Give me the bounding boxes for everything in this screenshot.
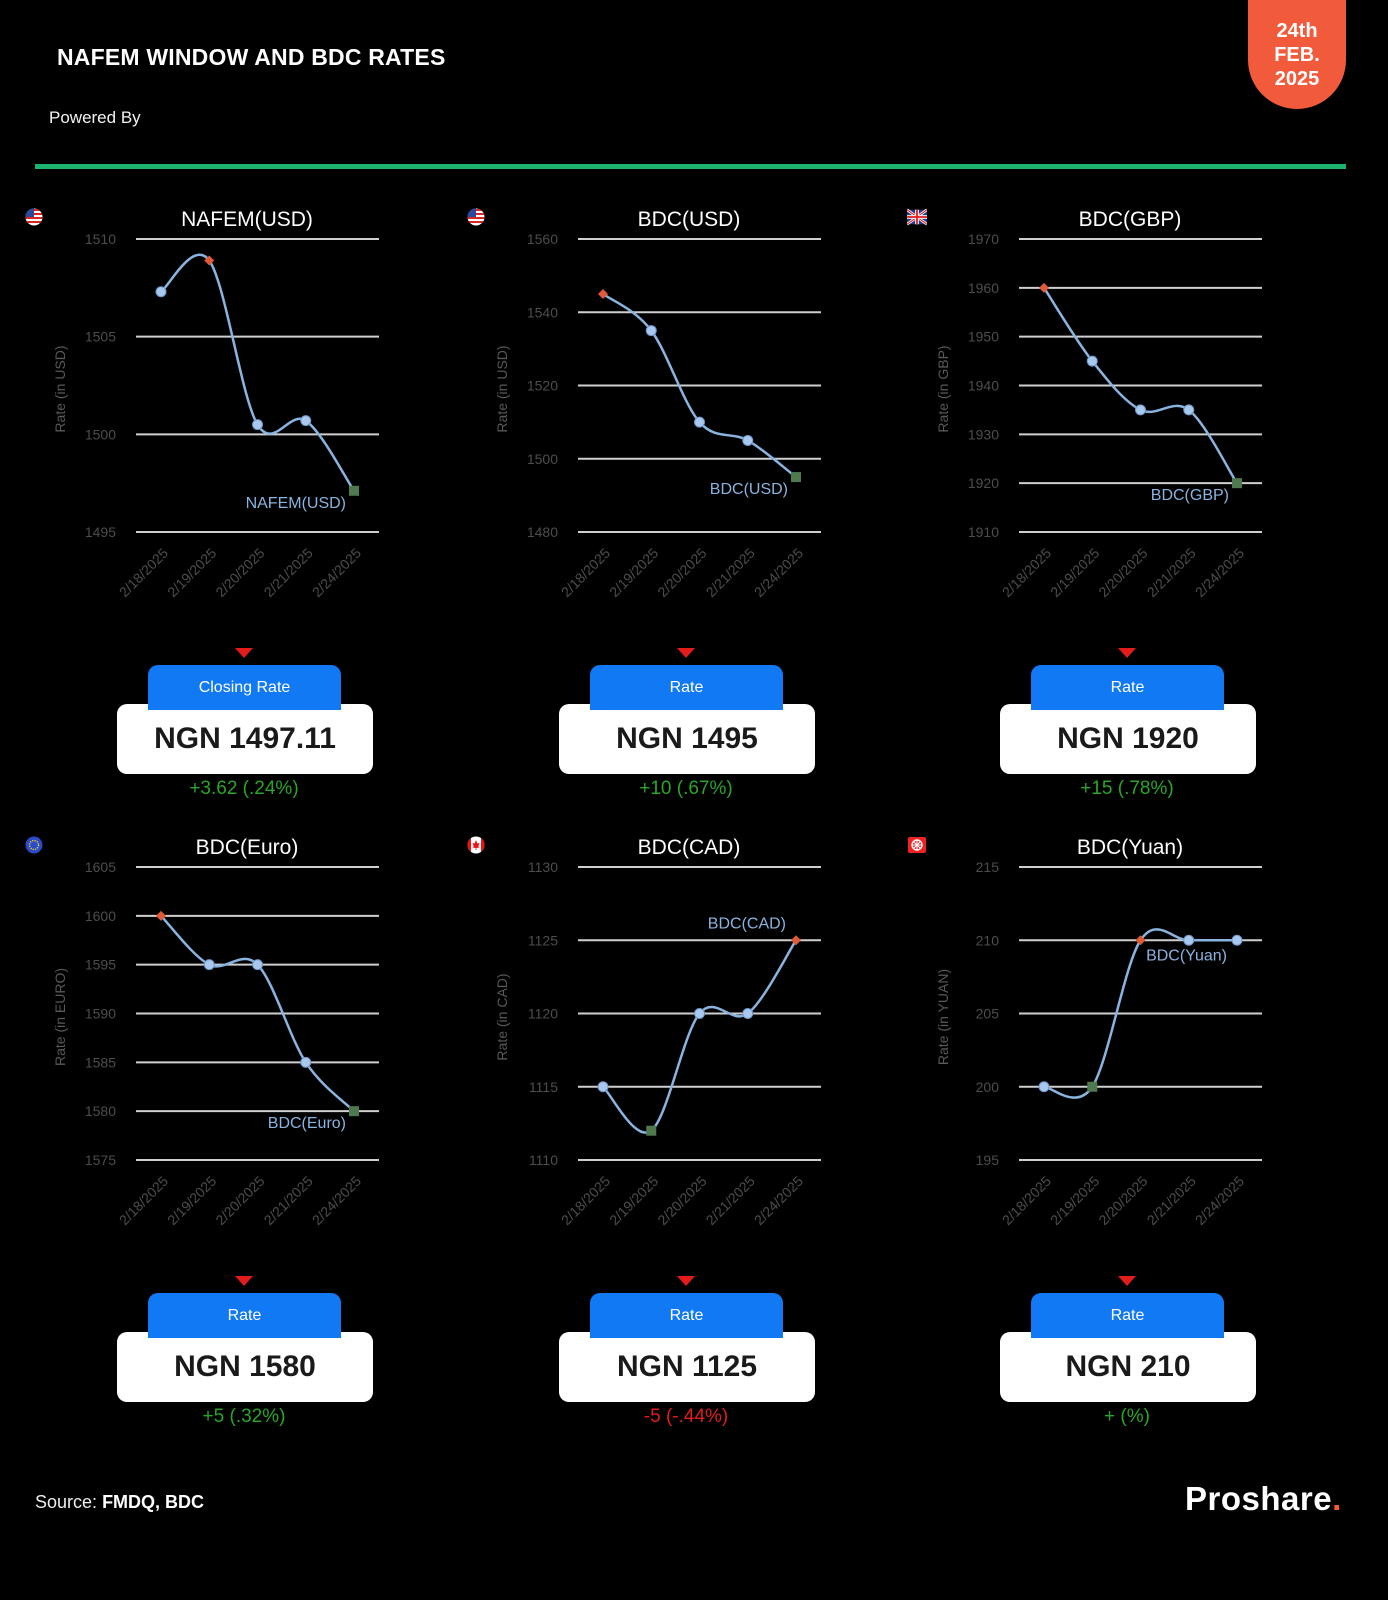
data-point [1232, 935, 1242, 945]
data-point [1184, 935, 1194, 945]
y-tick-label: 1590 [84, 1005, 116, 1022]
rate-label: Rate [590, 665, 783, 710]
data-point [1136, 405, 1146, 415]
chart-title-text: BDC(USD) [637, 208, 741, 231]
y-tick-label: 1115 [528, 1078, 558, 1095]
data-point [1184, 405, 1194, 415]
y-tick-label: 1950 [967, 328, 999, 345]
x-tick-label: 2/21/2025 [1143, 544, 1199, 601]
brand-logo [1185, 1480, 1342, 1518]
min-point [349, 1106, 359, 1116]
y-tick-label: 1585 [84, 1054, 116, 1071]
x-tick-label: 2/19/2025 [1047, 544, 1103, 601]
rate-label: Rate [148, 1293, 341, 1338]
chart-title-text: BDC(Euro) [195, 836, 299, 859]
x-tick-label: 2/21/2025 [702, 1172, 758, 1229]
data-point [301, 416, 311, 426]
rate-value: NGN 1125 [559, 1332, 815, 1402]
rate-value: NGN 1580 [117, 1332, 373, 1402]
source-value: FMDQ, BDC [102, 1492, 205, 1512]
x-tick-label: 2/20/2025 [212, 1172, 268, 1229]
x-tick-label: 2/24/2025 [750, 1172, 807, 1229]
x-tick-label: 2/24/2025 [308, 544, 365, 601]
header-divider [35, 164, 1346, 169]
rate-label: Rate [590, 1293, 783, 1338]
data-point [204, 960, 214, 970]
series-label: BDC(Yuan) [1146, 947, 1227, 965]
x-tick-label: 2/21/2025 [260, 1172, 316, 1229]
data-point [253, 960, 263, 970]
x-tick-label: 2/20/2025 [212, 544, 268, 601]
y-tick-label: 1960 [967, 279, 999, 296]
y-tick-label: 1500 [526, 450, 558, 467]
y-axis-label: Rate (in USD) [52, 345, 68, 433]
min-point [1232, 478, 1242, 488]
rate-change: + (%) [1104, 1406, 1150, 1427]
chart-title-text: BDC(GBP) [1078, 208, 1182, 231]
brand-dot: . [1332, 1480, 1342, 1517]
chart-title-text: BDC(Yuan) [1076, 836, 1184, 859]
min-point [646, 1126, 656, 1136]
x-tick-label: 2/24/2025 [1191, 1172, 1248, 1229]
caret-down-icon [677, 1276, 695, 1286]
rate-label: Rate [1031, 665, 1224, 710]
x-tick-label: 2/20/2025 [1095, 544, 1151, 601]
rate-panel-bdc-euro [24, 812, 464, 1437]
min-point [349, 486, 359, 496]
y-tick-label: 1595 [84, 956, 116, 973]
data-point [253, 420, 263, 430]
x-tick-label: 2/18/2025 [557, 544, 614, 601]
y-tick-label: 1560 [526, 231, 558, 247]
series-label: BDC(USD) [709, 481, 788, 499]
x-tick-label: 2/19/2025 [606, 1172, 662, 1229]
y-tick-label: 215 [975, 859, 999, 875]
series-label: BDC(Euro) [267, 1115, 346, 1133]
caret-down-icon [235, 1276, 253, 1286]
data-point [1039, 1082, 1049, 1092]
y-tick-label: 1580 [84, 1103, 116, 1120]
y-tick-label: 1110 [528, 1152, 558, 1168]
y-tick-label: 1540 [526, 304, 558, 321]
rate-change: -5 (-.44%) [643, 1406, 729, 1427]
rate-panel-bdc-cad [466, 812, 906, 1437]
brand-name: Proshare [1185, 1480, 1333, 1517]
x-tick-label: 2/21/2025 [260, 544, 316, 601]
source-note [35, 1492, 204, 1513]
x-tick-label: 2/21/2025 [1143, 1172, 1199, 1229]
rate-value: NGN 1497.11 [117, 704, 373, 774]
line-chart [24, 184, 464, 624]
data-point [1087, 356, 1097, 366]
x-tick-label: 2/20/2025 [1095, 1172, 1151, 1229]
x-tick-label: 2/24/2025 [1191, 544, 1248, 601]
data-point [646, 326, 656, 336]
y-tick-label: 205 [975, 1005, 999, 1022]
rate-value: NGN 1920 [1000, 704, 1256, 774]
y-tick-label: 1600 [84, 907, 116, 924]
y-tick-label: 195 [975, 1152, 999, 1168]
series-label: NAFEM(USD) [245, 494, 346, 512]
x-tick-label: 2/18/2025 [998, 544, 1055, 601]
data-point [301, 1057, 311, 1067]
caret-down-icon [677, 648, 695, 658]
min-point [791, 472, 801, 482]
y-tick-label: 200 [975, 1078, 999, 1095]
x-tick-label: 2/24/2025 [750, 544, 807, 601]
y-tick-label: 1495 [84, 524, 116, 540]
x-tick-label: 2/18/2025 [557, 1172, 614, 1229]
y-tick-label: 1605 [84, 859, 116, 875]
y-axis-label: Rate (in EURO) [52, 967, 68, 1067]
source-label: Source: [35, 1492, 98, 1512]
rate-panel-nafem-usd [24, 184, 464, 809]
page-title: NAFEM WINDOW AND BDC RATES [57, 44, 446, 70]
y-tick-label: 1500 [84, 426, 116, 443]
y-tick-label: 1505 [84, 328, 116, 345]
date-month: FEB. [1274, 43, 1320, 66]
y-tick-label: 1130 [527, 859, 558, 875]
data-point [156, 287, 166, 297]
rate-change: +10 (.67%) [639, 778, 733, 799]
x-tick-label: 2/18/2025 [115, 544, 172, 601]
rate-label: Rate [1031, 1293, 1224, 1338]
y-tick-label: 1920 [967, 475, 999, 492]
y-tick-label: 1930 [967, 426, 999, 443]
rate-value: NGN 1495 [559, 704, 815, 774]
caret-down-icon [235, 648, 253, 658]
data-point [695, 1009, 705, 1019]
rate-value: NGN 210 [1000, 1332, 1256, 1402]
y-axis-label: Rate (in CAD) [494, 973, 510, 1061]
y-tick-label: 1970 [967, 231, 999, 247]
caret-down-icon [1118, 648, 1136, 658]
rate-panel-bdc-gbp [907, 184, 1347, 809]
caret-down-icon [1118, 1276, 1136, 1286]
rate-change: +15 (.78%) [1080, 778, 1174, 799]
data-point [695, 417, 705, 427]
data-point [598, 1082, 608, 1092]
x-tick-label: 2/18/2025 [115, 1172, 172, 1229]
series-line [603, 940, 796, 1132]
y-axis-label: Rate (in YUAN) [935, 968, 951, 1066]
rate-label: Closing Rate [148, 665, 341, 710]
x-tick-label: 2/21/2025 [702, 544, 758, 601]
line-chart [466, 184, 906, 624]
powered-by-label: Powered By [49, 108, 141, 127]
x-tick-label: 2/18/2025 [998, 1172, 1055, 1229]
chart-title-text: NAFEM(USD) [181, 208, 313, 231]
rate-panel-bdc-yuan [907, 812, 1347, 1437]
date-year: 2025 [1274, 67, 1320, 90]
x-tick-label: 2/19/2025 [606, 544, 662, 601]
min-point [1087, 1082, 1097, 1092]
rate-panel-bdc-usd [466, 184, 906, 809]
series-label: BDC(CAD) [707, 915, 786, 933]
y-tick-label: 1910 [967, 524, 999, 540]
y-axis-label: Rate (in GBP) [935, 345, 951, 433]
y-tick-label: 1120 [527, 1005, 558, 1022]
line-chart [907, 184, 1347, 624]
y-tick-label: 1510 [84, 231, 116, 247]
y-axis-label: Rate (in USD) [494, 345, 510, 433]
line-chart [466, 812, 906, 1252]
y-tick-label: 1125 [527, 932, 558, 949]
rate-change: +3.62 (.24%) [189, 778, 299, 799]
data-point [743, 435, 753, 445]
date-day: 24th [1276, 19, 1318, 42]
rate-change: +5 (.32%) [202, 1406, 286, 1427]
y-tick-label: 210 [975, 932, 999, 949]
y-tick-label: 1575 [84, 1152, 116, 1168]
series-line [161, 255, 354, 491]
y-tick-label: 1480 [526, 524, 558, 540]
y-tick-label: 1940 [967, 377, 999, 394]
x-tick-label: 2/24/2025 [308, 1172, 365, 1229]
y-tick-label: 1520 [526, 377, 558, 394]
date-badge [1248, 0, 1346, 109]
chart-title-text: BDC(CAD) [637, 836, 741, 859]
data-point [743, 1009, 753, 1019]
x-tick-label: 2/20/2025 [654, 544, 710, 601]
x-tick-label: 2/19/2025 [164, 1172, 220, 1229]
x-tick-label: 2/19/2025 [1047, 1172, 1103, 1229]
line-chart [24, 812, 464, 1252]
x-tick-label: 2/19/2025 [164, 544, 220, 601]
x-tick-label: 2/20/2025 [654, 1172, 710, 1229]
line-chart [907, 812, 1347, 1252]
series-label: BDC(GBP) [1150, 487, 1229, 505]
